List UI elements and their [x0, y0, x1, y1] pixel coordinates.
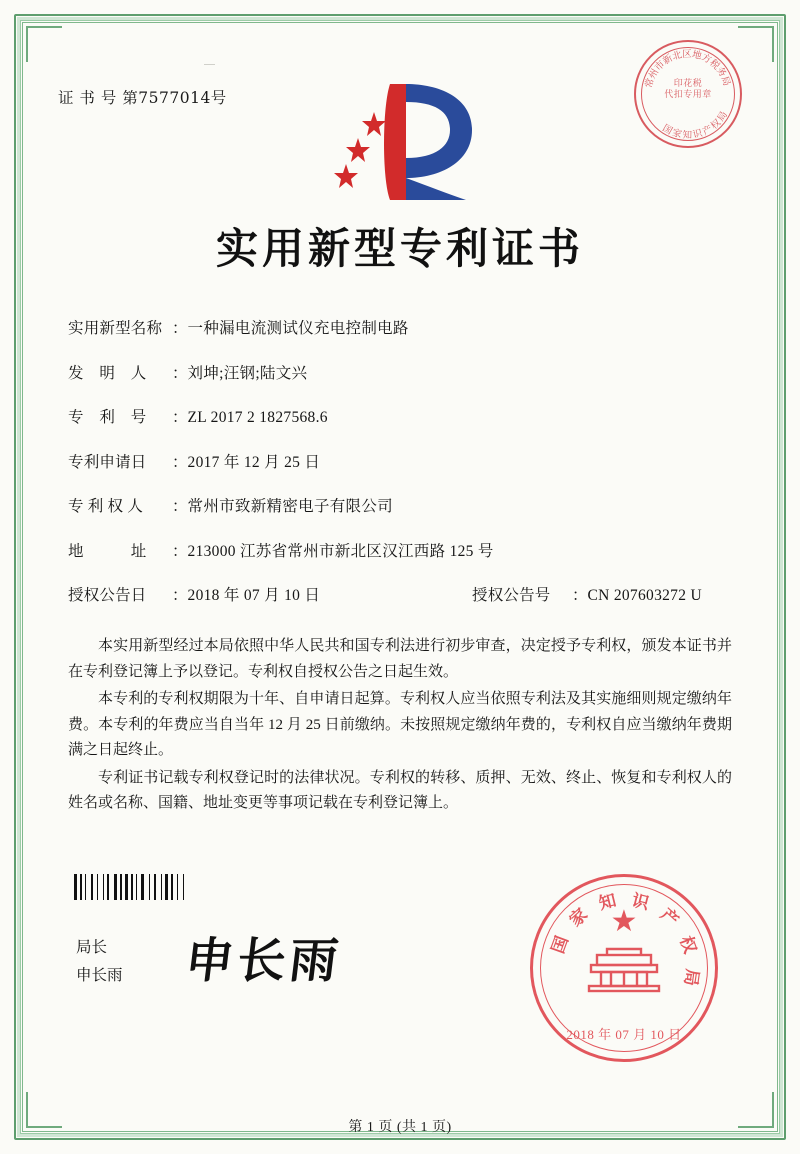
- field-value-grant-number: CN 207603272 U: [587, 587, 702, 604]
- field-label: 专 利 权 人: [68, 498, 144, 515]
- tax-stamp: 常 州 市 新 北 区 地 方 税 务 局 国 家 知 识 产 权 局 印花税 代扣专用章: [634, 40, 742, 148]
- seal-date: 2018 年 07 月 10 日: [566, 1027, 682, 1042]
- certificate-number: 证 书 号 第7577014号: [58, 89, 227, 107]
- field-value-grant-date: 2018 年 07 月 10 日: [187, 587, 321, 604]
- field-colon: ：: [172, 364, 188, 382]
- field-row-grant: [68, 583, 738, 605]
- legal-text: [68, 634, 732, 819]
- field-value-inventors: 刘坤;汪钢;陆文兴: [187, 364, 308, 382]
- print-registration-mark: ￣: [204, 65, 215, 77]
- signature-block: [76, 934, 123, 990]
- paragraph-3: 专利证书记载专利权登记时的法律状况。专利权的转移、质押、无效、终止、恢复和专利权人的姓名或名称、国籍、地址变更等事项记载在专利登记簿上。: [68, 769, 732, 811]
- page-title: 实用新型专利证书: [215, 224, 584, 273]
- tax-stamp-center-text: 印花税 代扣专用章: [664, 78, 712, 99]
- field-row: [68, 450, 738, 472]
- field-value-invention-name: 一种漏电流测试仪充电控制电路: [187, 320, 409, 337]
- field-row: [68, 361, 738, 383]
- field-label: 地 址: [68, 542, 147, 560]
- field-colon: ：: [172, 409, 188, 426]
- field-label: 专利申请日: [68, 453, 147, 471]
- director-label: 局长: [76, 939, 108, 956]
- certificate-content: [46, 34, 754, 1120]
- field-colon: ：: [172, 320, 188, 337]
- field-list: [68, 316, 738, 611]
- national-emblem-icon: [587, 939, 661, 993]
- field-label: 实用新型名称: [68, 320, 163, 337]
- field-colon: ：: [172, 542, 188, 560]
- field-label: 授权公告日: [68, 587, 147, 604]
- field-colon: ：: [172, 498, 188, 515]
- page-footer: 第 1 页 (共 1 页): [348, 1120, 452, 1135]
- field-label: 专 利 号: [68, 409, 147, 426]
- field-colon: ：: [172, 453, 188, 471]
- paragraph-2: 本专利的专利权期限为十年、自申请日起算。专利权人应当依照专利法及其实施细则规定缴纳年费。本专利的年费应当自当年 12 月 25 日前缴纳。未按照规定缴纳年费的，专利权自应当缴纳年费期满之日起终止。: [68, 691, 732, 758]
- field-row: [68, 405, 738, 427]
- field-value-patent-number: ZL 2017 2 1827568.6: [187, 409, 328, 426]
- field-label: 发 明 人: [68, 364, 147, 382]
- star-icon: ★: [610, 905, 638, 938]
- official-seal: 国 家 知 识 产 权 局 ★ 2018 年 07 月 10 日: [530, 874, 718, 1062]
- field-row: [68, 494, 738, 516]
- field-row: [68, 316, 738, 338]
- field-value-application-date: 2017 年 12 月 25 日: [187, 453, 321, 471]
- barcode: [74, 874, 264, 900]
- field-value-patentee: 常州市致新精密电子有限公司: [187, 498, 393, 515]
- grant-date-group: [68, 583, 472, 605]
- director-name: 申长雨: [76, 967, 123, 984]
- grant-number-group: [472, 583, 738, 605]
- field-colon: ：: [172, 587, 188, 604]
- field-label: 授权公告号: [472, 587, 551, 604]
- field-value-address: 213000 江苏省常州市新北区汉江西路 125 号: [187, 542, 494, 560]
- handwritten-signature: 申长雨: [182, 933, 345, 989]
- field-colon: ：: [572, 587, 588, 604]
- paragraph-1: 本实用新型经过本局依照中华人民共和国专利法进行初步审查，决定授予专利权，颁发本证书并在专利登记簿上予以登记。专利权自授权公告之日起生效。: [68, 638, 732, 680]
- cnipa-logo: [332, 68, 482, 208]
- field-row: [68, 539, 738, 561]
